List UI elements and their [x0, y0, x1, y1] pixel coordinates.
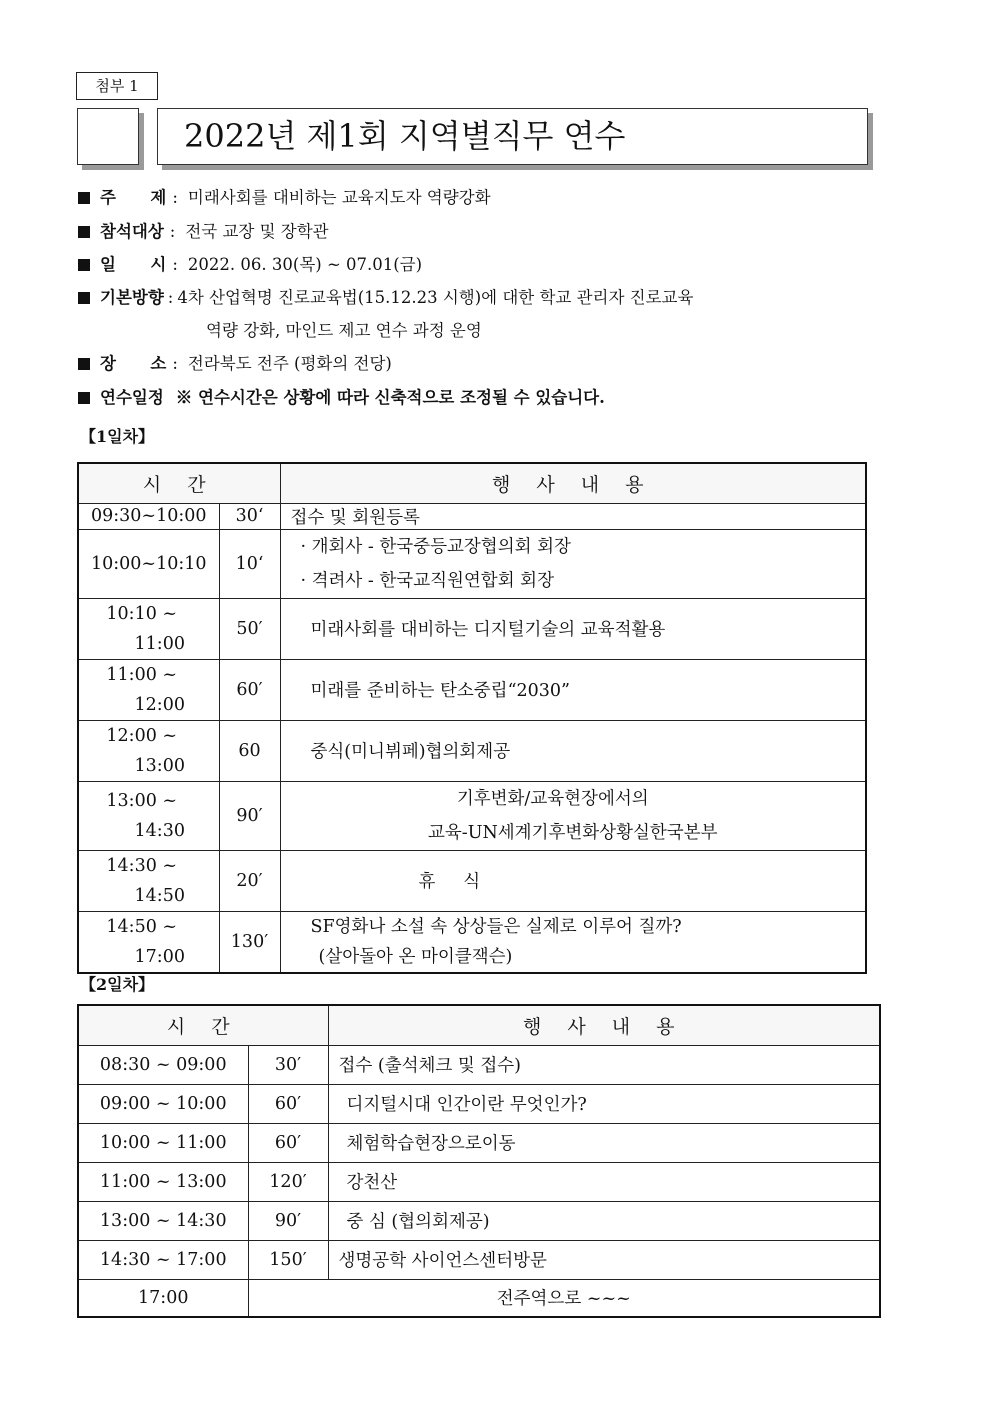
- table-row: 13:00 ~ 14:30 90′ 중 심 (협의회제공): [78, 1201, 880, 1240]
- header-event: 행 사 내 용: [280, 463, 866, 503]
- info-schedule: 연수일정 ※ 연수시간은 상황에 따라 신축적으로 조정될 수 있습니다.: [78, 384, 605, 408]
- header-time: 시 간: [78, 463, 280, 503]
- document-title: 2022년 제1회 지역별직무 연수: [157, 108, 868, 165]
- table-row: 17:00 전주역으로 ~~~: [78, 1279, 880, 1317]
- table-header-row: [78, 1005, 880, 1045]
- table-row: 13:00 ~ 14:30 90′ 기후변화/교육현장에서의 교육-UN세계기후변화상황실한국본부: [78, 781, 866, 850]
- table-row: 10:10 ~ 11:00 50′ 미래사회를 대비하는 디지털기술의 교육적활용: [78, 598, 866, 659]
- info-topic: 주 제 : 미래사회를 대비하는 교육지도자 역량강화: [78, 184, 491, 208]
- header-time: 시 간: [78, 1005, 328, 1045]
- table-row: 12:00 ~ 13:00 60 중식(미니뷔페)협의회제공: [78, 720, 866, 781]
- day2-schedule-table: [77, 1004, 881, 1318]
- info-target: 참석대상 : 전국 교장 및 장학관: [78, 218, 329, 242]
- table-header-row: [78, 463, 866, 503]
- table-row: 10:00~10:10 10‘ · 개회사 - 한국중등교장협의회 회장 · 격려사 - 한국교직원연합회 회장: [78, 529, 866, 598]
- bullet-square-icon: [78, 192, 90, 204]
- bullet-square-icon: [78, 292, 90, 304]
- info-place: 장 소 : 전라북도 전주 (평화의 전당): [78, 350, 392, 374]
- info-direction-line2: 역량 강화, 마인드 제고 연수 과정 운영: [206, 321, 482, 340]
- title-decoration-box: [77, 108, 139, 165]
- header-event: 행 사 내 용: [328, 1005, 880, 1045]
- attachment-label: 첨부 1: [76, 72, 158, 100]
- table-row: 11:00 ~ 13:00 120′ 강천산: [78, 1162, 880, 1201]
- table-row: 10:00 ~ 11:00 60′ 체험학습현장으로이동: [78, 1123, 880, 1162]
- bullet-square-icon: [78, 392, 90, 404]
- day1-schedule-table: [77, 462, 867, 974]
- day2-heading: 【2일차】: [80, 975, 155, 994]
- bullet-square-icon: [78, 259, 90, 271]
- info-date: 일 시 : 2022. 06. 30(목) ~ 07.01(금): [78, 251, 422, 275]
- bullet-square-icon: [78, 226, 90, 238]
- table-row: 08:30 ~ 09:00 30′ 접수 (출석체크 및 접수): [78, 1045, 880, 1084]
- table-row: 14:30 ~ 17:00 150′ 생명공학 사이언스센터방문: [78, 1240, 880, 1279]
- table-row: 09:00 ~ 10:00 60′ 디지털시대 인간이란 무엇인가?: [78, 1084, 880, 1123]
- bullet-square-icon: [78, 358, 90, 370]
- table-row: 14:50 ~ 17:00 130′ SF영화나 소설 속 상상들은 실제로 이루어 질까? (살아돌아 온 마이클잭슨): [78, 911, 866, 973]
- table-row: 09:30~10:00 30‘ 접수 및 회원등록: [78, 503, 866, 529]
- table-row: 11:00 ~ 12:00 60′ 미래를 준비하는 탄소중립“2030”: [78, 659, 866, 720]
- day1-heading: 【1일차】: [80, 427, 155, 446]
- table-row: 14:30 ~ 14:50 20′ 휴 식: [78, 850, 866, 911]
- info-direction: 기본방향 : 4차 산업혁명 진로교육법(15.12.23 시행)에 대한 학교 관리자 진로교육: [78, 284, 693, 308]
